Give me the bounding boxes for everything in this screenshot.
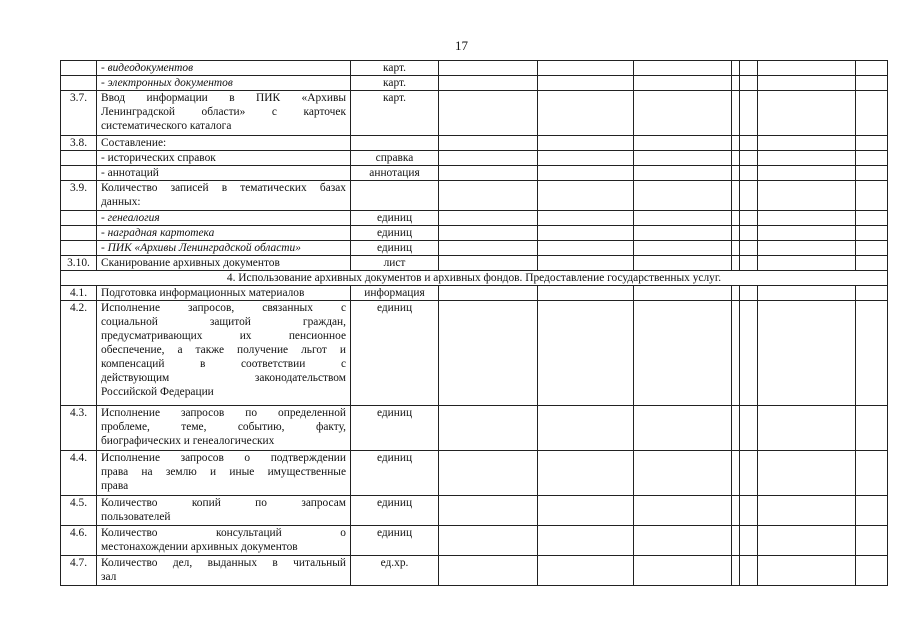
empty-value-cell [758,526,856,556]
item-name: - генеалогия [97,211,351,226]
table-row [61,301,888,406]
empty-value-cell [634,301,732,406]
item-name-line: данных: [101,196,141,208]
empty-value-cell [538,556,634,586]
table-row [61,151,888,166]
item-name-line: проблеме, теме, событию, факту, [101,421,346,433]
unit-of-measure: единиц [351,226,439,241]
item-number: 4.3. [61,406,97,451]
empty-value-cell [634,166,732,181]
empty-value-cell [758,301,856,406]
item-name-line: права [101,480,129,492]
empty-value-cell [439,76,538,91]
empty-value-cell [740,166,758,181]
table-row [61,406,888,451]
table-row [61,61,888,76]
empty-value-cell [740,226,758,241]
empty-value-cell [634,136,732,151]
empty-value-cell [856,451,888,496]
empty-value-cell [634,286,732,301]
empty-value-cell [732,181,740,211]
empty-value-cell [732,211,740,226]
empty-value-cell [758,496,856,526]
item-name-line: Исполнение запросов по определенной [101,407,346,419]
empty-value-cell [856,226,888,241]
empty-value-cell [758,556,856,586]
empty-value-cell [439,166,538,181]
empty-value-cell [634,226,732,241]
unit-of-measure: единиц [351,241,439,256]
empty-value-cell [758,61,856,76]
item-name-line: Количество консультаций о [101,527,346,539]
empty-value-cell [758,91,856,136]
empty-value-cell [439,226,538,241]
empty-value-cell [538,91,634,136]
section-4-header-row [61,271,888,286]
empty-value-cell [856,181,888,211]
item-number: 4.7. [61,556,97,586]
table-row [61,166,888,181]
table-row [61,181,888,211]
empty-value-cell [740,526,758,556]
empty-value-cell [439,256,538,271]
item-number: 4.2. [61,301,97,406]
unit-of-measure: информация [351,286,439,301]
empty-value-cell [740,211,758,226]
empty-value-cell [634,211,732,226]
empty-value-cell [740,136,758,151]
empty-value-cell [439,496,538,526]
item-name-line: предусматривающих их пенсионное [101,330,346,342]
item-number: 4.1. [61,286,97,301]
table-row [61,526,888,556]
table-row [61,211,888,226]
empty-value-cell [634,241,732,256]
empty-value-cell [856,526,888,556]
archive-plan-table [60,60,888,586]
empty-value-cell [634,526,732,556]
empty-value-cell [732,91,740,136]
empty-value-cell [538,496,634,526]
unit-of-measure: карт. [351,61,439,76]
item-name [97,301,351,406]
empty-value-cell [758,226,856,241]
item-name: Сканирование архивных документов [97,256,351,271]
empty-value-cell [538,286,634,301]
item-name [97,91,351,136]
empty-value-cell [634,556,732,586]
empty-value-cell [740,286,758,301]
table-row [61,556,888,586]
empty-value-cell [439,526,538,556]
empty-value-cell [439,406,538,451]
empty-value-cell [758,136,856,151]
empty-value-cell [740,496,758,526]
empty-value-cell [439,451,538,496]
empty-value-cell [439,241,538,256]
empty-value-cell [740,241,758,256]
empty-value-cell [538,76,634,91]
empty-value-cell [439,211,538,226]
unit-of-measure: единиц [351,526,439,556]
empty-value-cell [740,181,758,211]
empty-value-cell [856,166,888,181]
empty-value-cell [538,301,634,406]
item-name-line: компенсаций в соответствии с [101,358,346,370]
empty-value-cell [732,556,740,586]
empty-value-cell [732,406,740,451]
empty-value-cell [732,166,740,181]
item-name-line: Российской Федерации [101,386,214,398]
empty-value-cell [732,241,740,256]
item-name: - наградная картотека [97,226,351,241]
table-row [61,256,888,271]
item-name: Подготовка информационных материалов [97,286,351,301]
empty-value-cell [758,211,856,226]
empty-value-cell [732,61,740,76]
empty-value-cell [538,211,634,226]
unit-of-measure: единиц [351,451,439,496]
empty-value-cell [740,556,758,586]
table-row [61,76,888,91]
item-name [97,181,351,211]
empty-value-cell [758,181,856,211]
item-name [97,556,351,586]
unit-of-measure: единиц [351,406,439,451]
item-number [61,211,97,226]
empty-value-cell [439,181,538,211]
empty-value-cell [439,301,538,406]
item-name-line: обеспечение, а также получение льгот и [101,344,346,356]
item-number [61,76,97,91]
item-number: 4.6. [61,526,97,556]
empty-value-cell [856,76,888,91]
empty-value-cell [758,286,856,301]
empty-value-cell [740,301,758,406]
empty-value-cell [732,151,740,166]
item-name-line: зал [101,571,117,583]
unit-of-measure: карт. [351,76,439,91]
table-row [61,451,888,496]
empty-value-cell [758,406,856,451]
empty-value-cell [538,166,634,181]
table-row [61,226,888,241]
empty-value-cell [732,256,740,271]
unit-of-measure [351,181,439,211]
unit-of-measure: ед.хр. [351,556,439,586]
page-number: 17 [455,38,468,53]
empty-value-cell [634,406,732,451]
empty-value-cell [856,301,888,406]
item-number [61,151,97,166]
item-name-line: социальной защитой граждан, [101,316,346,328]
item-name [97,496,351,526]
unit-of-measure: справка [351,151,439,166]
item-name-line: Количество копий по запросам [101,497,346,509]
unit-of-measure: единиц [351,496,439,526]
item-name: - видеодокументов [97,61,351,76]
empty-value-cell [740,256,758,271]
empty-value-cell [740,61,758,76]
empty-value-cell [634,61,732,76]
empty-value-cell [732,526,740,556]
empty-value-cell [538,61,634,76]
item-name-line: пользователей [101,511,171,523]
item-name: Составление: [97,136,351,151]
item-name-line: права на землю и иные имущественные [101,466,346,478]
empty-value-cell [634,496,732,526]
item-name [97,526,351,556]
empty-value-cell [758,451,856,496]
item-number [61,241,97,256]
item-name-line: Количество дел, выданных в читальный [101,557,346,569]
empty-value-cell [634,91,732,136]
empty-value-cell [439,61,538,76]
empty-value-cell [856,286,888,301]
section-4-title: 4. Использование архивных документов и архивных фондов. Предоставление государственных услуг. [61,271,888,286]
empty-value-cell [856,256,888,271]
empty-value-cell [732,301,740,406]
empty-value-cell [634,76,732,91]
item-name-line: Ленинградской области» с карточек [101,106,346,118]
empty-value-cell [439,91,538,136]
empty-value-cell [740,91,758,136]
empty-value-cell [538,241,634,256]
empty-value-cell [732,286,740,301]
item-number [61,226,97,241]
item-name-line: местонахождении архивных документов [101,541,298,553]
item-name [97,451,351,496]
table-row [61,286,888,301]
empty-value-cell [732,451,740,496]
item-number: 3.10. [61,256,97,271]
item-name-line: Ввод информации в ПИК «Архивы [101,92,346,104]
empty-value-cell [538,526,634,556]
item-number: 3.9. [61,181,97,211]
item-name-line: систематического каталога [101,120,232,132]
empty-value-cell [758,166,856,181]
item-name: - ПИК «Архивы Ленинградской области» [97,241,351,256]
table-row [61,136,888,151]
table-row [61,496,888,526]
empty-value-cell [740,76,758,91]
item-name: - электронных документов [97,76,351,91]
item-number: 3.7. [61,91,97,136]
empty-value-cell [439,556,538,586]
item-number: 4.4. [61,451,97,496]
empty-value-cell [740,451,758,496]
empty-value-cell [538,451,634,496]
item-number: 4.5. [61,496,97,526]
item-name [97,406,351,451]
item-name-line: Исполнение запросов о подтверждении [101,452,346,464]
empty-value-cell [439,136,538,151]
unit-of-measure: единиц [351,211,439,226]
empty-value-cell [740,406,758,451]
unit-of-measure: аннотация [351,166,439,181]
unit-of-measure: карт. [351,91,439,136]
item-number: 3.8. [61,136,97,151]
empty-value-cell [538,226,634,241]
empty-value-cell [856,91,888,136]
empty-value-cell [856,211,888,226]
empty-value-cell [538,151,634,166]
item-number [61,166,97,181]
empty-value-cell [856,151,888,166]
unit-of-measure: единиц [351,301,439,406]
item-name-line: Исполнение запросов, связанных с [101,302,346,314]
table-row [61,91,888,136]
item-name-line: действующим законодательством [101,372,346,384]
table-body-section-4 [61,286,888,586]
empty-value-cell [732,496,740,526]
empty-value-cell [634,151,732,166]
empty-value-cell [758,256,856,271]
unit-of-measure [351,136,439,151]
empty-value-cell [538,256,634,271]
empty-value-cell [856,241,888,256]
empty-value-cell [758,76,856,91]
empty-value-cell [732,76,740,91]
empty-value-cell [856,61,888,76]
empty-value-cell [634,181,732,211]
item-name: - аннотаций [97,166,351,181]
empty-value-cell [439,286,538,301]
item-name-line: Количество записей в тематических базах [101,182,346,194]
empty-value-cell [758,151,856,166]
table-body-section-3 [61,61,888,271]
table-body-section-4-header [61,271,888,286]
empty-value-cell [856,136,888,151]
unit-of-measure: лист [351,256,439,271]
empty-value-cell [758,241,856,256]
empty-value-cell [856,496,888,526]
empty-value-cell [538,181,634,211]
empty-value-cell [856,406,888,451]
empty-value-cell [732,136,740,151]
empty-value-cell [634,451,732,496]
empty-value-cell [634,256,732,271]
empty-value-cell [732,226,740,241]
item-name-line: биографических и генеалогических [101,435,275,447]
empty-value-cell [740,151,758,166]
empty-value-cell [538,136,634,151]
table-row [61,241,888,256]
empty-value-cell [439,151,538,166]
empty-value-cell [538,406,634,451]
empty-value-cell [856,556,888,586]
item-number [61,61,97,76]
item-name: - исторических справок [97,151,351,166]
